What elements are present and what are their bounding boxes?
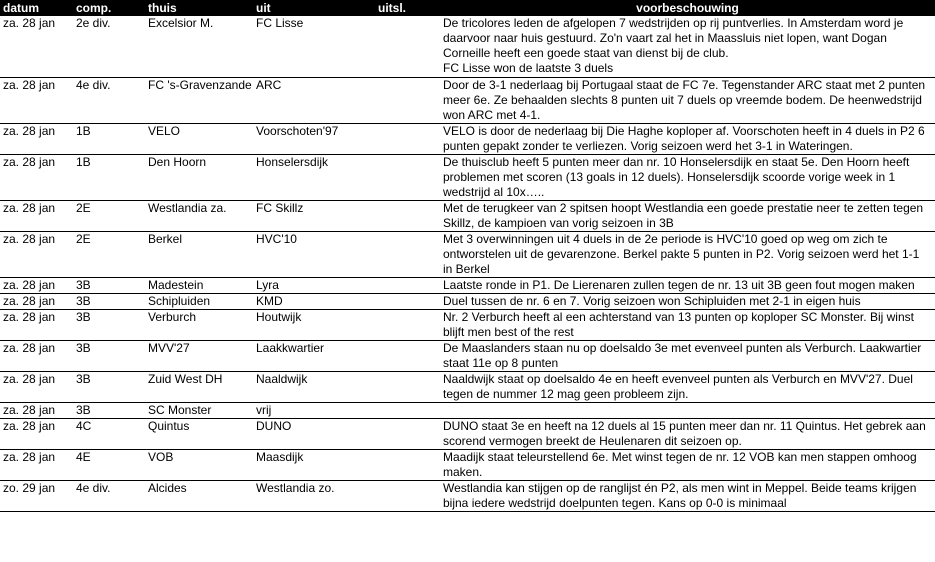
cell-comp: 2E	[73, 231, 145, 277]
cell-datum: za. 28 jan	[0, 418, 73, 449]
cell-thuis: Den Hoorn	[145, 154, 253, 200]
table-row	[0, 16, 935, 77]
cell-uit: Voorschoten'97	[253, 123, 375, 154]
cell-uitsl	[375, 418, 440, 449]
cell-thuis: Berkel	[145, 231, 253, 277]
cell-uit: DUNO	[253, 418, 375, 449]
table-row	[0, 154, 935, 200]
header-datum: datum	[0, 0, 73, 16]
cell-datum: za. 28 jan	[0, 123, 73, 154]
cell-comp: 3B	[73, 293, 145, 309]
cell-comp: 4e div.	[73, 480, 145, 511]
cell-thuis: FC 's-Gravenzande	[145, 77, 253, 123]
cell-thuis: MVV'27	[145, 340, 253, 371]
header-row	[0, 0, 935, 16]
cell-uit: ARC	[253, 77, 375, 123]
cell-datum: za. 28 jan	[0, 371, 73, 402]
cell-uit: Maasdijk	[253, 449, 375, 480]
cell-uitsl	[375, 371, 440, 402]
cell-thuis: Zuid West DH	[145, 371, 253, 402]
cell-uitsl	[375, 449, 440, 480]
cell-comp: 3B	[73, 340, 145, 371]
cell-comp: 4e div.	[73, 77, 145, 123]
cell-voorbeschouwing: Westlandia kan stijgen op de ranglijst én P2, als men wint in Meppel. Beide teams krijgen bijna iedere wedstrijd doelpunten tegen. Kans op 0-0 is minimaal	[440, 480, 935, 511]
cell-datum: za. 28 jan	[0, 402, 73, 418]
cell-comp: 3B	[73, 309, 145, 340]
cell-uitsl	[375, 480, 440, 511]
cell-comp: 1B	[73, 123, 145, 154]
cell-thuis: Westlandia za.	[145, 200, 253, 231]
table-row	[0, 418, 935, 449]
table-row	[0, 449, 935, 480]
cell-thuis: Verburch	[145, 309, 253, 340]
cell-uit: FC Skillz	[253, 200, 375, 231]
cell-voorbeschouwing: Met 3 overwinningen uit 4 duels in de 2e periode is HVC'10 goed op weg om zich te ontworstelen uit de gevarenzone. Berkel pakte 5 punten in P2. Vorig seizoen werd het 1-1 in Berkel	[440, 231, 935, 277]
table-row	[0, 200, 935, 231]
cell-uitsl	[375, 293, 440, 309]
cell-uitsl	[375, 16, 440, 77]
cell-datum: za. 28 jan	[0, 340, 73, 371]
cell-datum: za. 28 jan	[0, 16, 73, 77]
cell-thuis: SC Monster	[145, 402, 253, 418]
header-uit: uit	[253, 0, 375, 16]
cell-uit: Naaldwijk	[253, 371, 375, 402]
cell-comp: 4C	[73, 418, 145, 449]
table-row	[0, 309, 935, 340]
cell-uitsl	[375, 231, 440, 277]
cell-uit: Lyra	[253, 277, 375, 293]
cell-uit: Westlandia zo.	[253, 480, 375, 511]
cell-uitsl	[375, 123, 440, 154]
cell-comp: 3B	[73, 371, 145, 402]
cell-comp: 2e div.	[73, 16, 145, 77]
table-row	[0, 293, 935, 309]
cell-thuis: Quintus	[145, 418, 253, 449]
table-row	[0, 402, 935, 418]
cell-datum: za. 28 jan	[0, 154, 73, 200]
cell-uit: Laakkwartier	[253, 340, 375, 371]
cell-voorbeschouwing: Laatste ronde in P1. De Lierenaren zullen tegen de nr. 13 uit 3B geen fout mogen maken	[440, 277, 935, 293]
cell-voorbeschouwing: Door de 3-1 nederlaag bij Portugaal staat de FC 7e. Tegenstander ARC staat met 2 punten meer 6e. Ze behaalden slechts 8 punten uit 7 duels op vreemde bodem. De heenwedstrijd won ARC met 4-1.	[440, 77, 935, 123]
cell-datum: za. 28 jan	[0, 293, 73, 309]
cell-thuis: Excelsior M.	[145, 16, 253, 77]
cell-uit: HVC'10	[253, 231, 375, 277]
cell-uitsl	[375, 200, 440, 231]
cell-uitsl	[375, 154, 440, 200]
cell-thuis: VOB	[145, 449, 253, 480]
table-row	[0, 371, 935, 402]
cell-voorbeschouwing: Nr. 2 Verburch heeft al een achterstand van 13 punten op koploper SC Monster. Bij winst blijft men best of the rest	[440, 309, 935, 340]
cell-datum: za. 28 jan	[0, 200, 73, 231]
cell-uitsl	[375, 340, 440, 371]
cell-uit: FC Lisse	[253, 16, 375, 77]
cell-uitsl	[375, 77, 440, 123]
cell-voorbeschouwing: VELO is door de nederlaag bij Die Haghe koploper af. Voorschoten heeft in 4 duels in P2 6 punten gepakt zonder te verliezen. Vorig seizoen werd het 3-1 in Wateringen.	[440, 123, 935, 154]
cell-comp: 4E	[73, 449, 145, 480]
header-voorbeschouwing: voorbeschouwing	[440, 0, 935, 16]
table-row	[0, 340, 935, 371]
cell-datum: za. 28 jan	[0, 449, 73, 480]
cell-voorbeschouwing: Duel tussen de nr. 6 en 7. Vorig seizoen won Schipluiden met 2-1 in eigen huis	[440, 293, 935, 309]
table-row	[0, 231, 935, 277]
table-row	[0, 277, 935, 293]
cell-voorbeschouwing: De thuisclub heeft 5 punten meer dan nr. 10 Honselersdijk en staat 5e. Den Hoorn heeft problemen met scoren (13 goals in 12 duels). Honselersdijk scoorde vorige week in 1 wedstrijd al 10x…..	[440, 154, 935, 200]
cell-uitsl	[375, 402, 440, 418]
header-uitsl: uitsl.	[375, 0, 440, 16]
cell-comp: 1B	[73, 154, 145, 200]
cell-thuis: VELO	[145, 123, 253, 154]
cell-datum: zo. 29 jan	[0, 480, 73, 511]
cell-comp: 3B	[73, 277, 145, 293]
cell-voorbeschouwing: Maadijk staat teleurstellend 6e. Met winst tegen de nr. 12 VOB kan men stappen omhoog maken.	[440, 449, 935, 480]
cell-uit: KMD	[253, 293, 375, 309]
table-row	[0, 480, 935, 511]
cell-datum: za. 28 jan	[0, 277, 73, 293]
table-row	[0, 77, 935, 123]
cell-voorbeschouwing: De Maaslanders staan nu op doelsaldo 3e met evenveel punten als Verburch. Laakwartier staat 11e op 8 punten	[440, 340, 935, 371]
cell-voorbeschouwing	[440, 402, 935, 418]
header-comp: comp.	[73, 0, 145, 16]
cell-datum: za. 28 jan	[0, 309, 73, 340]
header-thuis: thuis	[145, 0, 253, 16]
cell-uit: Houtwijk	[253, 309, 375, 340]
cell-voorbeschouwing: De tricolores leden de afgelopen 7 wedstrijden op rij puntverlies. In Amsterdam word je daarvoor naar huis gestuurd. Zo'n vaart zal het in Maassluis niet lopen, want Dogan Corneille heeft een goede staat van dienst bij de club. FC Lisse won de laatste 3 duels	[440, 16, 935, 77]
cell-thuis: Alcides	[145, 480, 253, 511]
cell-thuis: Madestein	[145, 277, 253, 293]
cell-voorbeschouwing: DUNO staat 3e en heeft na 12 duels al 15 punten meer dan nr. 11 Quintus. Het gebrek aan scorend vermogen breekt de Heulenaren dit seizoen op.	[440, 418, 935, 449]
cell-comp: 3B	[73, 402, 145, 418]
cell-comp: 2E	[73, 200, 145, 231]
cell-uitsl	[375, 277, 440, 293]
cell-voorbeschouwing: Met de terugkeer van 2 spitsen hoopt Westlandia een goede prestatie neer te zetten tegen Skillz, de kampioen van vorig seizoen in 3B	[440, 200, 935, 231]
cell-uit: vrij	[253, 402, 375, 418]
cell-uitsl	[375, 309, 440, 340]
table-row	[0, 123, 935, 154]
cell-voorbeschouwing: Naaldwijk staat op doelsaldo 4e en heeft evenveel punten als Verburch en MVV'27. Duel tegen de nummer 12 mag geen probleem zijn.	[440, 371, 935, 402]
cell-datum: za. 28 jan	[0, 77, 73, 123]
cell-uit: Honselersdijk	[253, 154, 375, 200]
cell-thuis: Schipluiden	[145, 293, 253, 309]
cell-datum: za. 28 jan	[0, 231, 73, 277]
